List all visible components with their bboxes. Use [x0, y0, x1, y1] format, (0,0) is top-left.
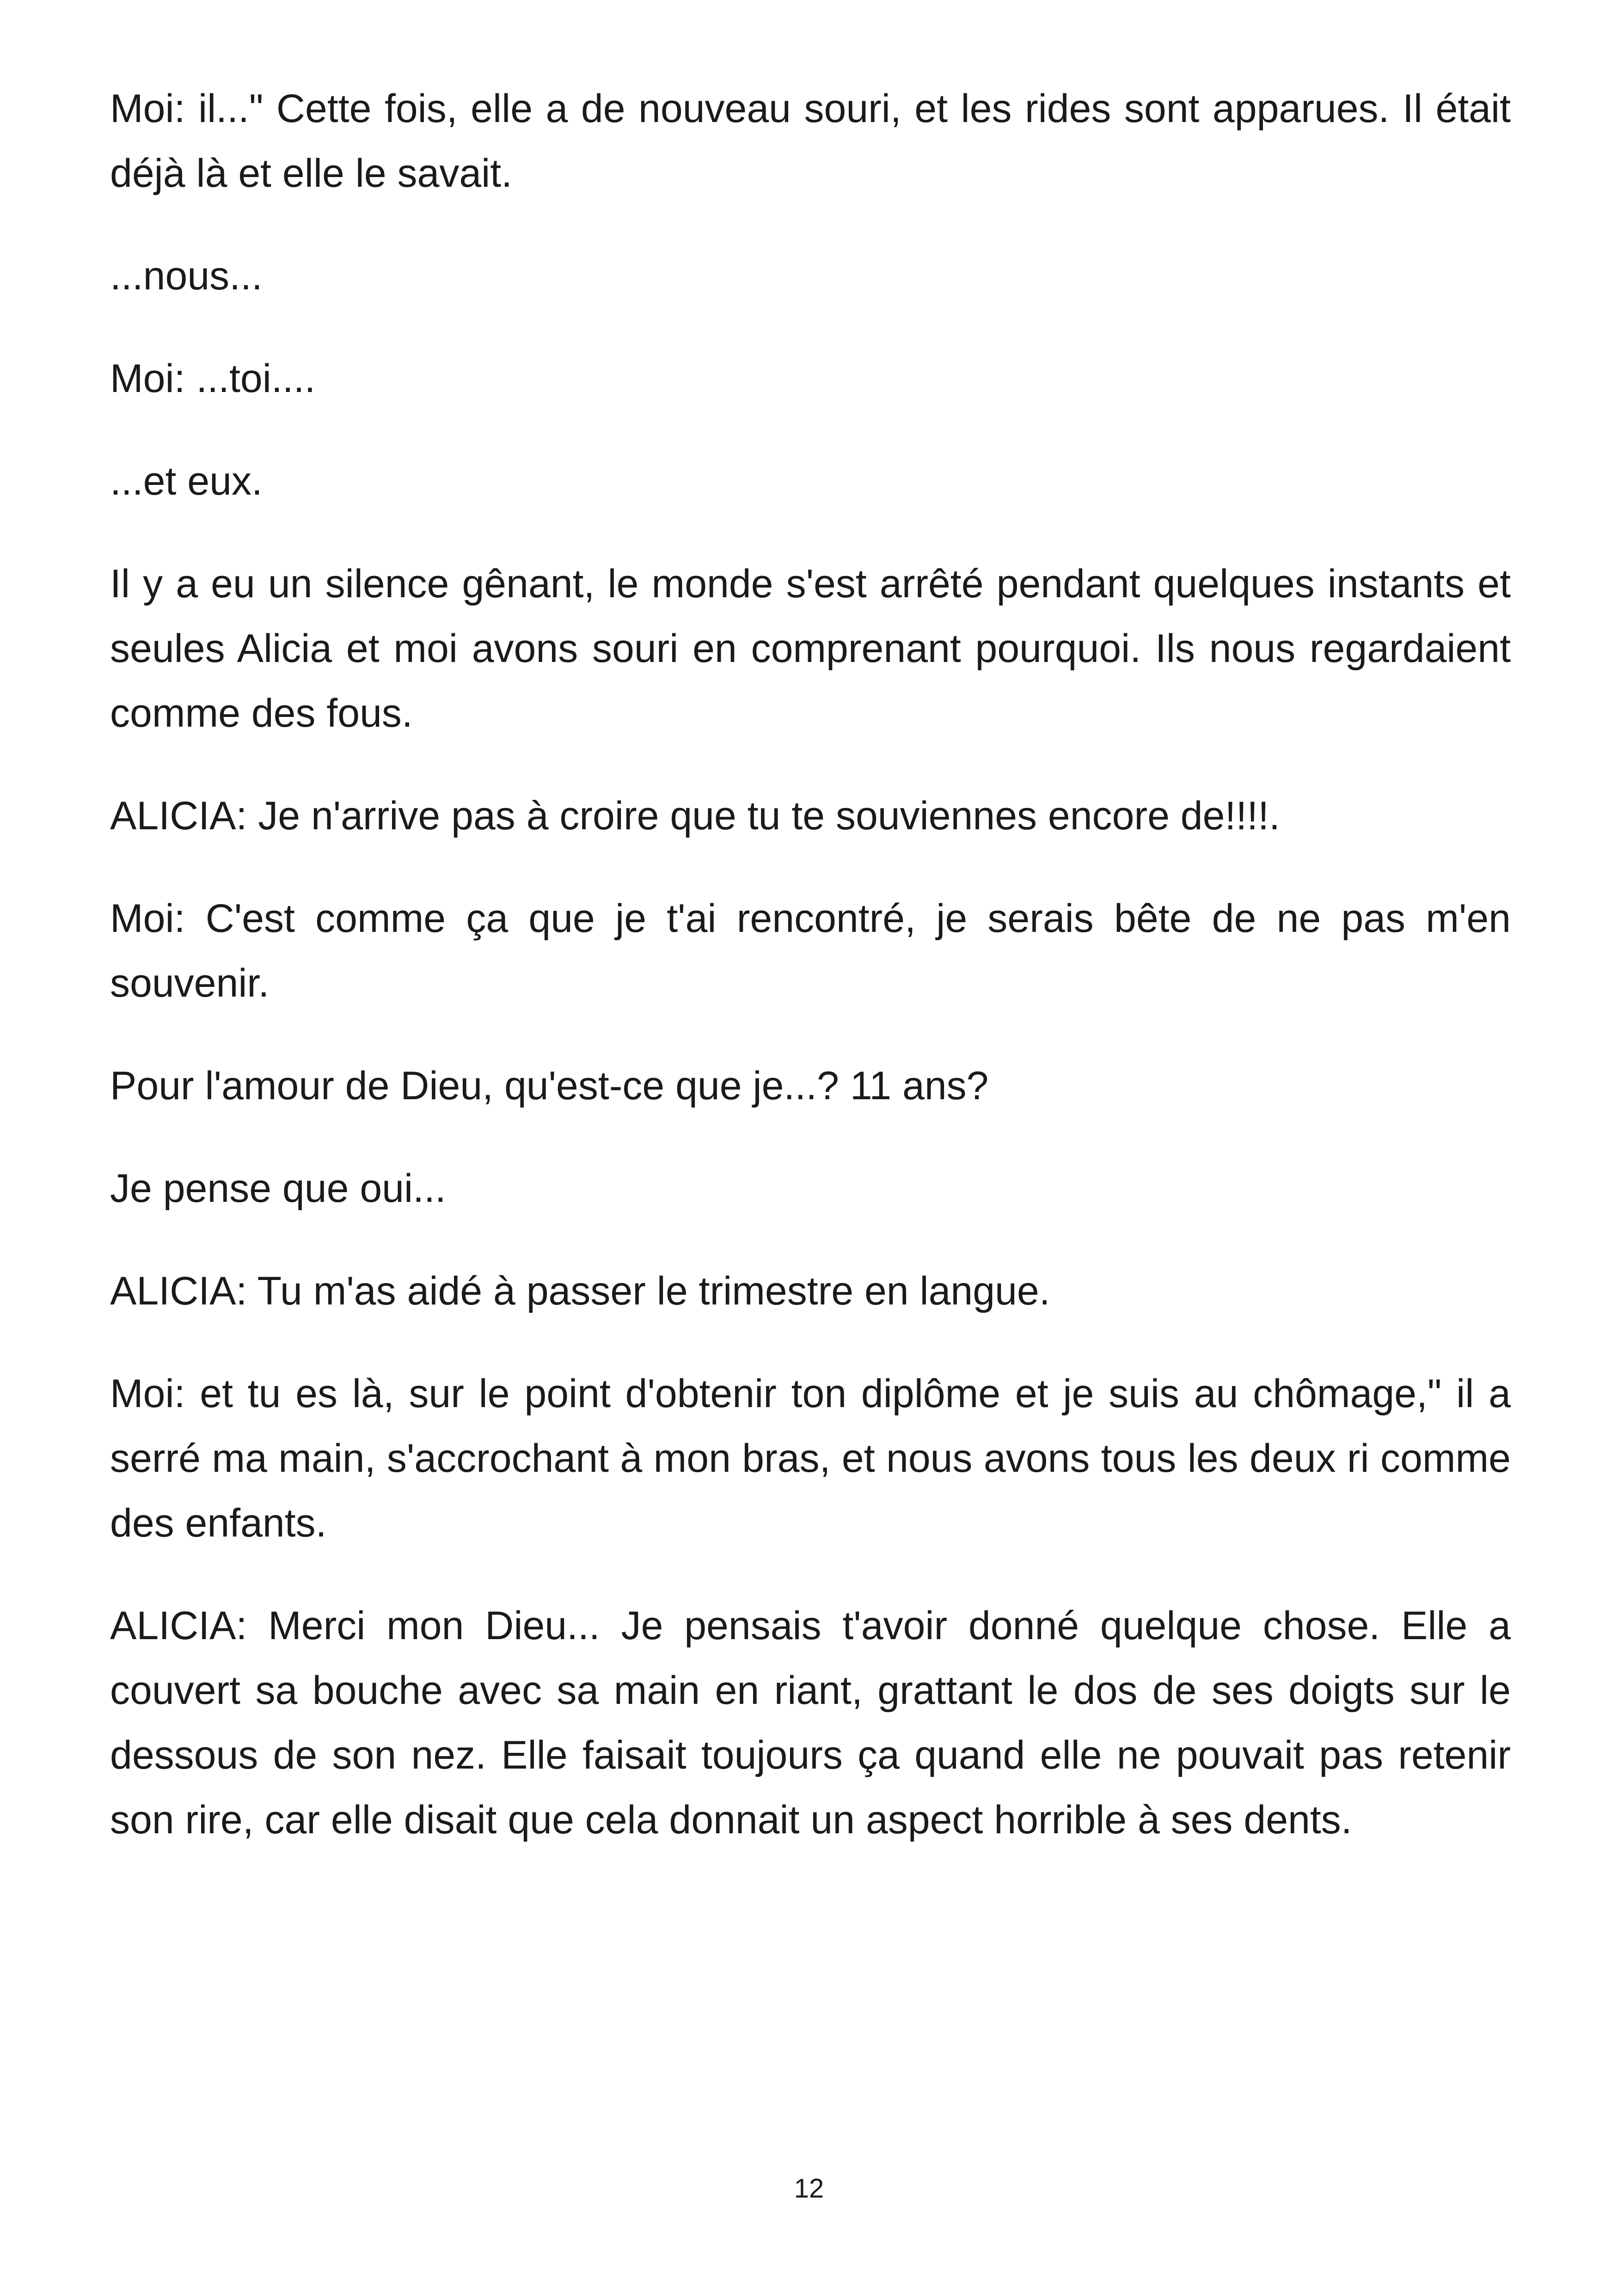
page-number: 12	[794, 2174, 824, 2204]
paragraph: Moi: ...toi....	[110, 356, 316, 401]
paragraph: ALICIA: Je n'arrive pas à croire que tu te souviennes encore de!!!!.	[110, 794, 1280, 838]
paragraph: ALICIA: Merci mon Dieu... Je pensais t'avoir donné quelque chose. Elle a couvert sa bouche avec sa main en riant, grattant le dos de ses doigts sur le dessous de son nez. Elle faisait toujours ça quand elle ne pouvait pas retenir son rire, car elle disait que cela donnait un aspect horrible à ses dents.	[110, 1604, 1511, 1842]
paragraph: Pour l'amour de Dieu, qu'est-ce que je...? 11 ans?	[110, 1064, 989, 1108]
paragraph: Il y a eu un silence gênant, le monde s'est arrêté pendant quelques instants et seules Alicia et moi avons souri en comprenant pourquoi. Ils nous regardaient comme des fous.	[110, 562, 1511, 735]
paragraph: ...et eux.	[110, 459, 263, 503]
paragraph: Moi: C'est comme ça que je t'ai rencontré, je serais bête de ne pas m'en souvenir.	[110, 896, 1511, 1005]
paragraph: ...nous...	[110, 254, 263, 298]
paragraph: ALICIA: Tu m'as aidé à passer le trimestre en langue.	[110, 1269, 1050, 1313]
body-text	[110, 76, 1511, 1890]
paragraph: Je pense que oui...	[110, 1166, 446, 1211]
paragraph: Moi: il..." Cette fois, elle a de nouveau souri, et les rides sont apparues. Il était déjà là et elle le savait.	[110, 86, 1511, 196]
paragraph: Moi: et tu es là, sur le point d'obtenir ton diplôme et je suis au chômage," il a serré ma main, s'accrochant à mon bras, et nous avons tous les deux ri comme des enfants.	[110, 1371, 1511, 1545]
